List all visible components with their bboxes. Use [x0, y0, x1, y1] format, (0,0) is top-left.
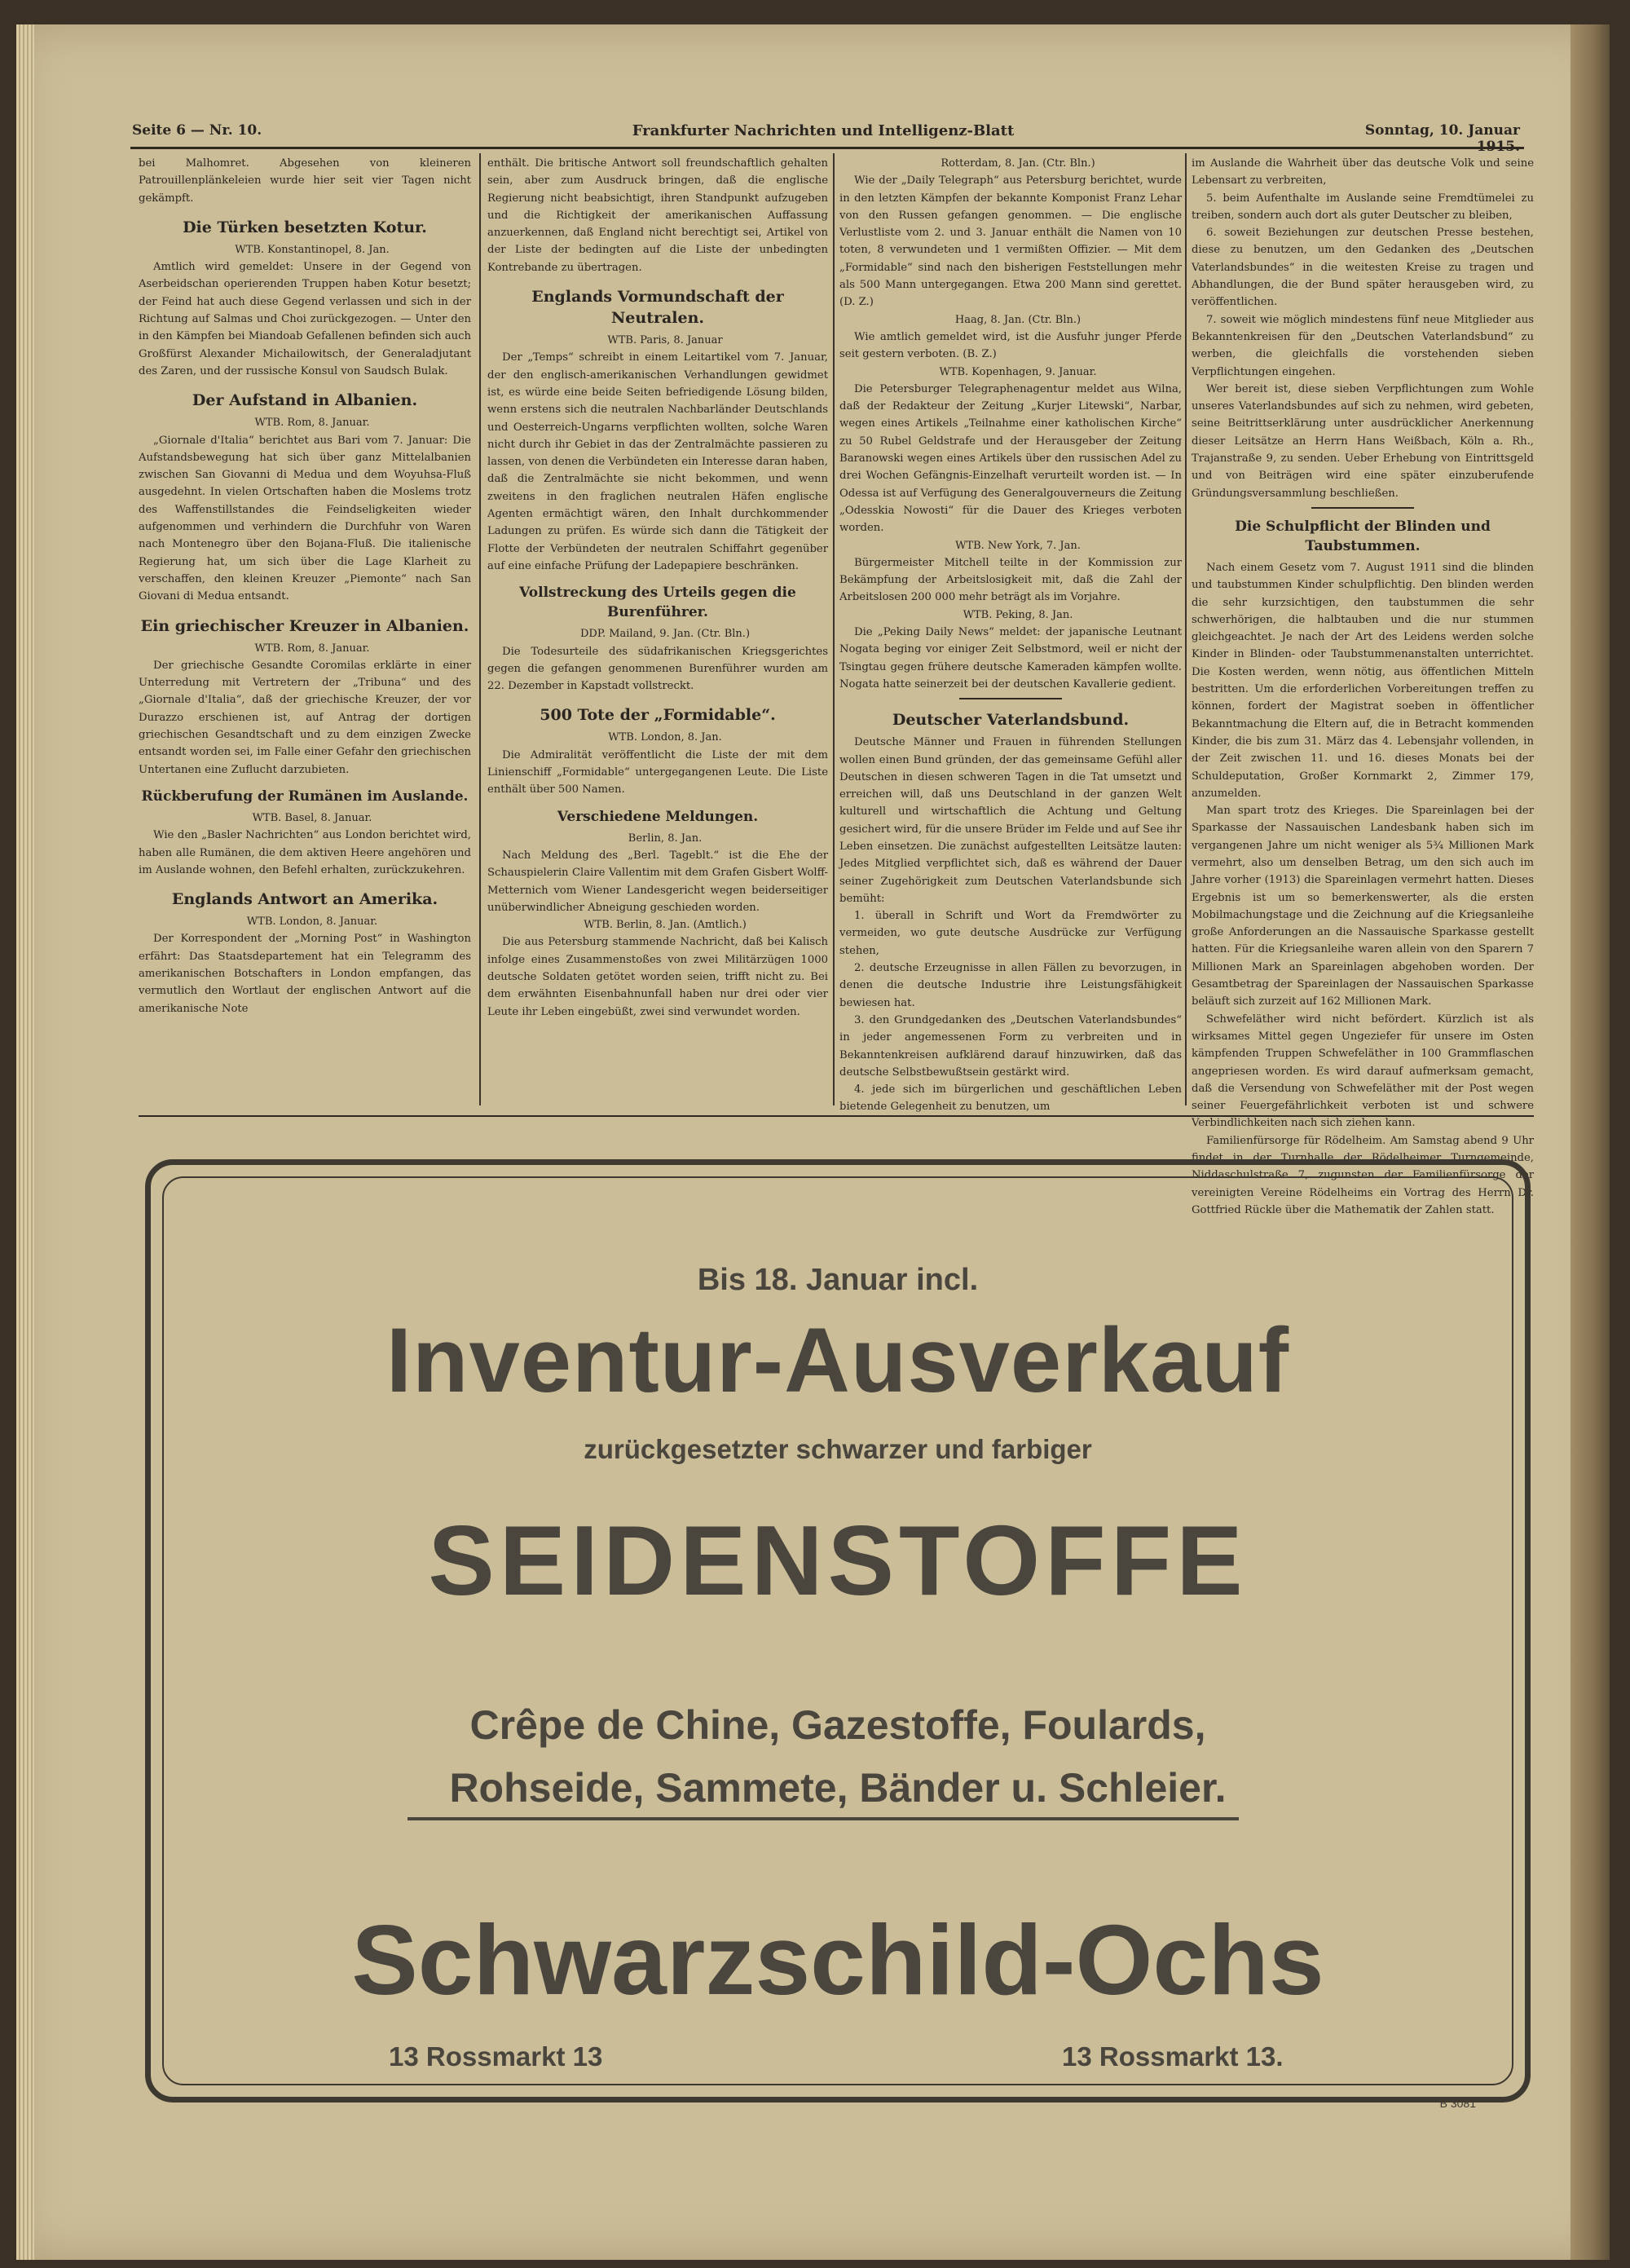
dateline: Rotterdam, 8. Jan. (Ctr. Bln.) [941, 157, 1095, 170]
dateline: WTB. London, 8. Jan. [608, 731, 722, 744]
article-text: Wie den „Basler Nachrichten“ aus London berichtet wird, haben alle Rumänen, die dem aktiven Heere angehören und im Auslande wohnen, den Befehl erhalten, zurückzukehren. [139, 829, 471, 876]
columns-bottom-rule [139, 1115, 1534, 1117]
ad-fabrics-line: Rohseide, Sammete, Bänder u. Schleier. [449, 1765, 1227, 1811]
ad-subtitle: zurückgesetzter schwarzer und farbiger [584, 1434, 1092, 1464]
column-separator [833, 153, 835, 1105]
article-text: 1. überall in Schrift und Wort da Fremdwörter zu vermeiden, wo gute deutsche Ausdrücke zur Verfügung stehen, [839, 910, 1182, 957]
section-rule [1311, 507, 1414, 509]
article-text: Der Korrespondent der „Morning Post“ in Washington erfährt: Das Staatsdepartement hat ein Telegramm des amerikanischen Botschafters in London empfangen, das vermutlich den Wortlaut der englischen Antwort auf die amerikanische Note [139, 933, 471, 1015]
article-text: 4. jede sich im bürgerlichen und geschäftlichen Leben bietende Gelegenheit zu benutzen, um [839, 1083, 1182, 1114]
dateline: WTB. London, 8. Januar. [246, 916, 378, 929]
header-rule [130, 147, 1524, 149]
article-headline: Verschiedene Meldungen. [557, 808, 759, 825]
article-text: 2. deutsche Erzeugnisse in allen Fällen zu bevorzugen, in denen die deutsche Industrie ihre Leistungsfähigkeit bewiesen hat. [839, 962, 1182, 1009]
article-text: Bürgermeister Mitchell teilte in der Kommission zur Bekämpfung der Arbeitslosigkeit mit, daß die Zahl der Arbeitslosen 200 000 mehr beträgt als im Vorjahre. [839, 556, 1182, 604]
article-text: 7. soweit wie möglich mindestens fünf neue Mitglieder aus Bekanntenkreisen für den „Deutschen Vaterlandsbund“ zu werben, die gleichfalls die vorstehenden sieben Verpflichtungen eingehen. [1192, 313, 1534, 378]
dateline: WTB. Rom, 8. Januar. [254, 417, 370, 430]
article-text: „Giornale d'Italia“ berichtet aus Bari vom 7. Januar: Die Aufstandsbewegung hat sich über ganz Mittelalbanien zwischen San Giovanni di Medua und dem Woyuhsa-Fluß ausgedehnt. In vielen Ortschaften haben die Moslems trotz des Waffenstillstandes die Feindseligkeiten wieder aufgenommen und verhindern die Durchfuhr von Waren nach Montenegro über den Bojana-Fluß. Die italienische Regierung hat, um sich über die Lage Klarheit zu verschaffen, den kleinen Kreuzer „Piemonte“ nach San Giovani di Medua entsandt. [139, 434, 471, 603]
dateline: WTB. Konstantinopel, 8. Jan. [235, 243, 390, 256]
article-headline: Die Türken besetzten Kotur. [183, 218, 427, 236]
column-4 [1192, 155, 1534, 1216]
article-headline: Englands Antwort an Amerika. [171, 890, 438, 909]
dateline: Haag, 8. Jan. (Ctr. Bln.) [954, 313, 1082, 326]
ad-address: 13 Rossmarkt 13 [389, 2041, 603, 2072]
article-text: Die Todesurteile des südafrikanischen Kriegsgerichtes gegen die gefangen genommenen Burenführer wurden am 22. Dezember in Kapstadt vollstreckt. [487, 645, 828, 693]
dateline: WTB. Kopenhagen, 9. Januar. [939, 365, 1097, 378]
advertisement [145, 1159, 1531, 2110]
ad-date-line: Bis 18. Januar incl. [697, 1263, 979, 1297]
article-headline: Rückberufung der Rumänen im Auslande. [141, 788, 469, 805]
ad-underline [408, 1817, 1239, 1820]
article-text: Der „Temps“ schreibt in einem Leitartikel vom 7. Januar, der den englisch-amerikanischen Verhandlungen gewidmet ist, es würde eine beide Seiten befriedigende Lösung bilden, wenn erstens sich die neutralen Nachbarländer Deutschlands und Oesterreich-Ungarns verpflichten wollten, solche Waren nicht durch ihr Gebiet in das der Zentralmächte passieren zu lassen, von denen die Verbündeten ein Interesse daran haben, daß die Zentralmächte sie nicht bekommen, und wenn zweitens in den fraglichen neutralen Häfen englische Agenten ermächtigt wären, den Inhalt durchkommender Ladungen zu prüfen. Es würde sich dann die Tätigkeit der Flotte der Verbündeten der neutralen Schiffahrt gegenüber auf eine einfache Prüfung der Ladepapiere beschränken. [487, 351, 828, 572]
article-text: bei Malhomret. Abgesehen von kleineren Patrouillenplänkeleien wurde hier seit vier Tagen nicht gekämpft. [139, 157, 471, 205]
ad-address: 13 Rossmarkt 13. [1062, 2041, 1284, 2072]
column-2 [487, 155, 828, 1109]
column-1 [139, 155, 471, 1109]
article-text: 6. soweit Beziehungen zur deutschen Presse bestehen, diese zu benutzen, um den Gedanken des „Deutschen Vaterlandsbundes“ in die weitesten Kreise zu tragen und Abhandlungen, die der Bund später herausgeben wird, zu veröffentlichen. [1192, 227, 1534, 309]
article-text: Die Admiralität veröffentlicht die Liste der mit dem Linienschiff „Formidable“ untergegangenen Leute. Die Liste enthält über 500 Namen. [487, 748, 828, 796]
article-text: Die „Peking Daily News“ meldet: der japanische Leutnant Nogata beging vor einiger Zeit Selbstmord, weil er nicht der Tsingtau gegen frühere deutsche Kameraden kämpfen wollte. Nogata hatte seinerzeit bei der deutschen Kavallerie gedient. [839, 626, 1182, 691]
article-headline: Deutscher Vaterlandsbund. [892, 711, 1130, 730]
section-rule [959, 698, 1062, 699]
article-text: Man spart trotz des Krieges. Die Spareinlagen bei der Sparkasse der Nassauischen Landesbank haben sich im vergangenen Jahre um nicht weniger als 5¾ Millionen Mark vermehrt, also um denselben Betrag, um den sich auch im Jahre vorher (1913) die Spareinlagen vermehrt hatten. Dieses Ergebnis ist um so bemerkenswerter, als die ersten Mobilmachungstage und die Zeichnung auf die Kriegsanleihe große Anforderungen an die Nassauische Sparkasse gestellt hatten. Für die Kriegsanleihe waren allein von den Sparern 7 Millionen Mark an Spareinlagen abgehoben worden. Der Gesamtbetrag der Spareinlagen der Nassauischen Sparkasse beläuft sich zurzeit auf 162 Millionen Mark. [1192, 805, 1534, 1008]
ad-title: Inventur-Ausverkauf [385, 1309, 1290, 1411]
page-binding [16, 24, 34, 2260]
article-text: Die Petersburger Telegraphenagentur meldet aus Wilna, daß der Redakteur der Zeitung „Kurjer Litewski“, Narbar, wegen eines Artikels „Teilnahme einer katholischen Kirche“ zu 50 Rubel Geldstrafe und der Herausgeber der Zeitung Baranowski wegen eines Artikels über den russischen Adel zu drei Wochen Gefängnis-Einzelhaft verurteilt worden ist. — In Odessa ist auf Verfügung des Generalgouverneurs die Zeitung „Odesskia Nowosti“ für die Dauer des Krieges verboten worden. [839, 382, 1182, 535]
dateline: WTB. Rom, 8. Januar. [254, 642, 370, 655]
article-headline: Die Schulpflicht der Blinden und Taubstummen. [1235, 518, 1491, 554]
page-number: Seite 6 — Nr. 10. [132, 122, 262, 139]
ad-fabrics-line: Crêpe de Chine, Gazestoffe, Foulards, [469, 1702, 1206, 1748]
article-text: im Auslande die Wahrheit über das deutsche Volk und seine Lebensart zu verbreiten, [1192, 157, 1534, 188]
dateline: WTB. Berlin, 8. Jan. (Amtlich.) [584, 919, 747, 932]
issue-date: Sonntag, 10. Januar [1364, 122, 1520, 139]
column-3 [839, 155, 1182, 1114]
article-text: Deutsche Männer und Frauen in führenden Stellungen wollen einen Bund gründen, der das gemeinsame Gefühl aller Deutschen in diesen schweren Tagen in die Tat umsetzt und erreichen will, daß uns Deutschland in der ganzen Welt kulturell und wirtschaftlich die Achtung und Geltung gesichert wird, für die unsere Brüder im Felde und auf See ihr Leben einsetzen. Die zunächst aufgestellten Leitsätze lauten: Jedes Mitglied verpflichtet sich, daß es während der Dauer seiner Zugehörigkeit zum Deutschen Vaterlandsbunde sich bemüht: [839, 736, 1182, 905]
article-headline: Ein griechischer Kreuzer in Albanien. [140, 616, 469, 635]
article-text: Die aus Petersburg stammende Nachricht, daß bei Kalisch infolge eines Zusammenstoßes von zwei Militärzügen 1000 deutsche Soldaten getötet worden seien, trifft nicht zu. Bei dem erwähnten Eisenbahnunfall haben nur drei oder vier Leute ihr Leben eingebüßt, zwei sind verwundet worden. [487, 936, 828, 1018]
article-text: Amtlich wird gemeldet: Unsere in der Gegend von Aserbeidschan operierenden Truppen haben Kotur besetzt; der Feind hat auch diese Gegend verlassen und sich in der Richtung auf Salmas und Choi zurückgezogen. — Unter den in den Kämpfen bei Miandoab Gefallenen befinden sich auch Großfürst Alexander Michailowitsch, der Generaladjutant des Zaren, und der russische Konsul von Saudsch Bulak. [139, 261, 471, 377]
column-separator [1185, 153, 1187, 1105]
article-text: Nach Meldung des „Berl. Tageblt.“ ist die Ehe der Schauspielerin Claire Vallentim mit dem Grafen Gisbert Wolff-Metternich vom Wiener Landesgericht wegen beiderseitiger unüberwindlicher Abneigung geschieden worden. [487, 849, 828, 914]
dateline: WTB. Basel, 8. Januar. [252, 811, 372, 824]
article-headline: Vollstreckung des Urteils gegen die Burenführer. [519, 585, 796, 621]
article-text: Der griechische Gesandte Coromilas erklärte in einer Unterredung mit Vertretern der „Tribuna“ und des „Giornale d'Italia“, daß der griechische Kreuzer, der vor Durazzo erschienen ist, auf Antrag der dortigen griechischen Gesandtschaft und zu dem einzigen Zwecke entsandt worden sei, im Falle einer Gefahr den griechischen Untertanen eine Zuflucht darzubieten. [139, 659, 471, 776]
article-text: Wie der „Daily Telegraph“ aus Petersburg berichtet, wurde in den letzten Kämpfen der bekannte Komponist Franz Lehar von den Russen gefangen genommen. — Die englische Verlustliste vom 2. und 3. Januar enthält die Namen von 10 toten, 8 verwundeten und 1 vermißten Offizier. — Mit dem „Formidable“ sind nach den bisherigen Feststellungen mehr als 500 Mann untergegangen. Etwa 200 Mann sind gerettet. (D. Z.) [839, 174, 1182, 309]
article-headline: Der Aufstand in Albanien. [192, 391, 418, 410]
article-headline: 500 Tote der „Formidable“. [540, 706, 776, 725]
ad-code: B 3081 [1439, 2097, 1476, 2110]
article-text: Wer bereit ist, diese sieben Verpflichtungen zum Wohle unseres Vaterlandsbundes auf sich zu nehmen, wird gebeten, seine Beitrittserklärung unter ausdrücklicher Anerkennung dieser Leitsätze an Herrn Hans Weißbach, Köln a. Rh., Trajanstraße 9, zu senden. Ueber Erhebung von Eintrittsgeld und von Beiträgen wird eine später einzuberufende Gründungsversammlung beschließen. [1192, 382, 1534, 500]
article-text: Nach einem Gesetz vom 7. August 1911 sind die blinden und taubstummen Kinder schulpflichtig. Den blinden werden die sehr kurzsichtigen, den taubstummen die sehr schwerhörigen, die halbtauben und die nur stummen gleichgeachtet. Je nach der Art des Leidens werden solche Kinder in Blinden- oder Taubstummenanstalten unterrichtet. Die Kosten werden, wenn nötig, aus öffentlichen Mitteln bestritten. Um die erforderlichen Vorbereitungen treffen zu können, fordert der Magistrat soeben in öffentlicher Bekanntmachung die Eltern auf, die in Betracht kommenden Kinder, die bis zum 31. März das 4. Lebensjahr vollenden, in der Zeit zwischen 11. und 16. dieses Monats bei der Schuldeputation, Großer Kornmarkt 2, Zimmer 179, anzumelden. [1192, 561, 1534, 800]
article-text: Familienfürsorge für Rödelheim. Am Samstag abend 9 Uhr findet in der Turnhalle der Rödelheimer Turngemeinde, Niddaschulstraße 7, zugunsten der Familienfürsorge der vereinigten Vereine Rödelheims ein Vortrag des Herrn Dr. Gottfried Rückle über die Mathematik der Zahlen statt. [1192, 1134, 1534, 1216]
dateline: WTB. Peking, 8. Jan. [963, 608, 1073, 621]
dateline: WTB. New York, 7. Jan. [955, 539, 1081, 552]
dateline: Berlin, 8. Jan. [628, 832, 703, 845]
masthead: Frankfurter Nachrichten und Intelligenz-Blatt [632, 122, 1015, 139]
ad-product: SEIDENSTOFFE [428, 1505, 1248, 1616]
dateline: WTB. Paris, 8. Januar [607, 334, 723, 347]
article-headline: Englands Vormundschaft der Neutralen. [531, 288, 784, 328]
page-edge [1571, 24, 1610, 2260]
article-text: Schwefeläther wird nicht befördert. Kürzlich ist als wirksames Mittel gegen Ungeziefer für unsere im Osten kämpfenden Truppen Schwefeläther in 100 Grammflaschen angepriesen worden. Es wird darauf aufmerksam gemacht, daß die Versendung von Schwefeläther mit der Post wegen seiner Feuergefährlichkeit verboten ist und schwere Verbindlichkeiten nach sich ziehen kann. [1192, 1013, 1534, 1130]
column-separator [479, 153, 481, 1105]
ad-firm-name: Schwarzschild-Ochs [351, 1904, 1324, 2015]
article-text: Wie amtlich gemeldet wird, ist die Ausfuhr junger Pferde seit gestern verboten. (B. Z.) [839, 330, 1182, 361]
article-text: 3. den Grundgedanken des „Deutschen Vaterlandsbundes“ in jeder angemessenen Form zu verbreiten und in Bekanntenkreisen aufklärend darauf hinzuwirken, daß das deutsche Selbstbewußtsein gestärkt wird. [839, 1013, 1182, 1079]
dateline: DDP. Mailand, 9. Jan. (Ctr. Bln.) [579, 628, 751, 641]
article-text: enthält. Die britische Antwort soll freundschaftlich gehalten sein, aber zum Ausdruck bringen, daß die englische Regierung nicht beabsichtigt, ihren Standpunkt aufzugeben und die Richtigkeit der amerikanischen Auffassung anzuerkennen, daß England nicht berechtigt sei, Artikel von der Liste der bedingten auf die Liste der unbedingten Kontrebande zu übertragen. [487, 157, 828, 274]
article-text: 5. beim Aufenthalte im Auslande seine Fremdtümelei zu treiben, sondern auch dort als guter Deutscher zu bleiben, [1192, 192, 1534, 222]
